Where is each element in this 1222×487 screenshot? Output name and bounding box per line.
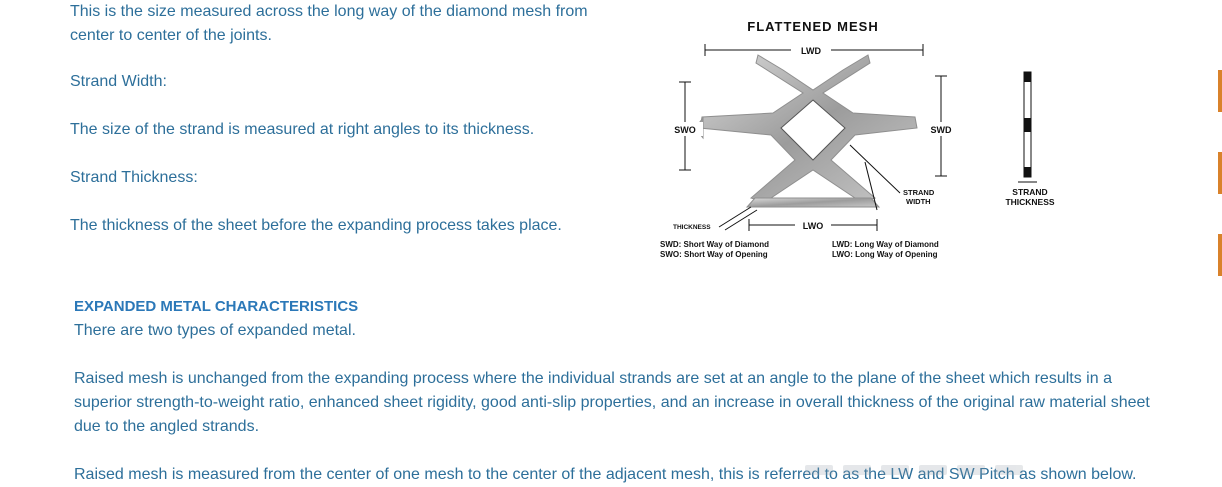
swd-label: SWD — [930, 125, 952, 135]
lwd-label: LWD — [801, 46, 821, 56]
toolbar-button[interactable] — [995, 465, 1023, 475]
legend-swo: SWO: Short Way of Opening — [660, 250, 768, 259]
strand-thickness-line2: THICKNESS — [1005, 197, 1055, 207]
raised-mesh-measurement: Raised mesh is measured from the center of one mesh to the center of the adjacent mesh, this is referred to as the LW and SW Pitch as shown below. — [74, 466, 1137, 483]
diagram-title: FLATTENED MESH — [747, 19, 879, 34]
thickness-label: THICKNESS — [673, 224, 711, 231]
characteristics-heading: EXPANDED METAL CHARACTERISTICS — [74, 298, 359, 315]
strand-thickness-line1: STRAND — [1012, 187, 1048, 197]
strand-thickness-description: The thickness of the sheet before the expanding process takes place. — [70, 217, 562, 234]
legend-swd: SWD: Short Way of Diamond — [660, 240, 770, 249]
toolbar-button[interactable] — [843, 465, 871, 475]
swo-label: SWO — [674, 125, 696, 135]
legend-lwd: LWD: Long Way of Diamond — [832, 240, 939, 249]
floating-toolbar[interactable] — [805, 460, 1135, 480]
legend-lwo: LWO: Long Way of Opening — [832, 250, 938, 259]
strand-width-description: The size of the strand is measured at right angles to its thickness. — [70, 121, 535, 138]
toolbar-button[interactable] — [881, 465, 909, 475]
strand-width-line1: STRAND — [903, 188, 935, 197]
lwd-description: This is the size measured across the long way of the diamond mesh from center to center of the joints. — [70, 3, 588, 44]
side-tabs — [1218, 0, 1222, 483]
toolbar-button[interactable] — [919, 465, 947, 475]
strand-thickness-label: Strand Thickness: — [70, 169, 198, 186]
toolbar-button[interactable] — [957, 465, 985, 475]
side-tab[interactable] — [1218, 234, 1222, 276]
raised-mesh-description: Raised mesh is unchanged from the expanding process where the individual strands are set at an angle to the plane of the sheet which results in a superior strength-to-weight ratio, enhanced sheet rigidity, good anti-slip properties, and an increase in overall thickness of the original raw material sheet due to the angled strands. — [74, 370, 1150, 435]
flattened-mesh-diagram — [655, 10, 1085, 270]
toolbar-button[interactable] — [805, 465, 833, 475]
lwo-label: LWO — [802, 221, 824, 231]
characteristics-intro: There are two types of expanded metal. — [74, 322, 356, 339]
strand-width-label: Strand Width: — [70, 73, 167, 90]
side-tab[interactable] — [1218, 70, 1222, 112]
strand-width-line2: WIDTH — [906, 197, 931, 206]
side-tab[interactable] — [1218, 152, 1222, 194]
mesh-strands — [695, 55, 917, 207]
